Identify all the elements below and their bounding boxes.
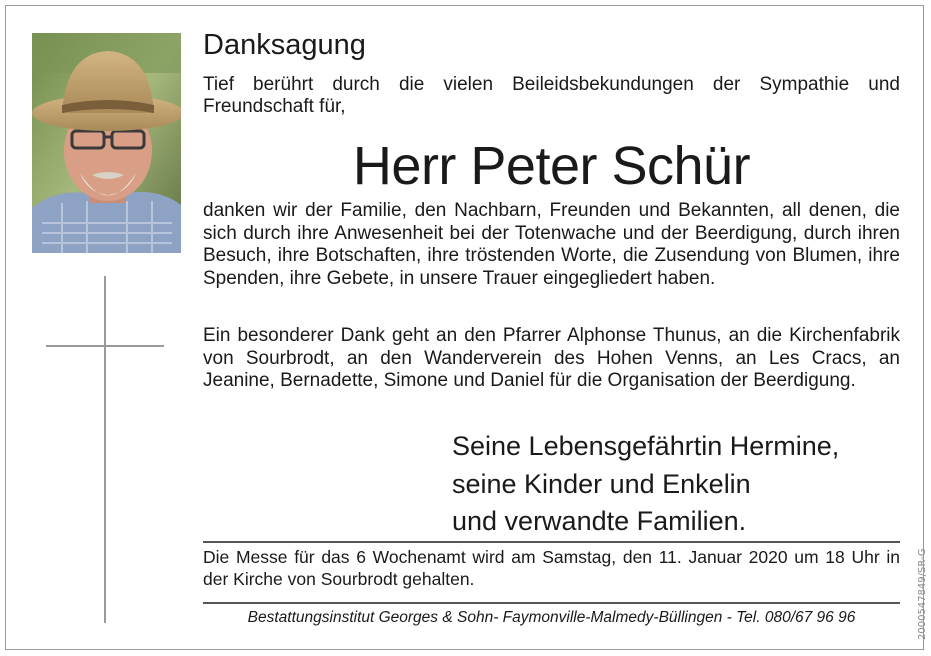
cross-horizontal-bar [46, 345, 164, 347]
mass-announcement: Die Messe für das 6 Wochenamt wird am Samstag, den 11. Januar 2020 um 18 Uhr in der Kirche von Sourbrodt gehalten. [203, 547, 900, 589]
cross-vertical-bar [104, 276, 106, 623]
thanks-paragraph: danken wir der Familie, den Nachbarn, Freunden und Bekannten, all denen, die sich durch ihre Anwesenheit bei der Totenwache und der Beerdigung, durch ihren Besuch, ihre Botschaften, ihre tröstenden Worte, die Zusendung von Blumen, ihre Spenden, ihre Gebete, in unsere Trauer eingegliedert haben. [203, 200, 900, 290]
special-thanks-paragraph: Ein besonderer Dank geht an den Pfarrer Alphonse Thunus, an die Kirchenfabrik von Sourbrodt, an den Wanderverein des Hohen Venns, an Les Cracs, an Jeanine, Bernadette, Simone und Daniel für die Organisation der Beerdigung. [203, 325, 900, 392]
divider-bottom [203, 602, 900, 604]
deceased-name: Herr Peter Schür [352, 136, 751, 196]
family-signature [452, 428, 902, 541]
portrait-photo [32, 33, 181, 253]
funeral-home-footer: Bestattungsinstitut Georges & Sohn- Faymonville-Malmedy-Büllingen - Tel. 080/67 96 96 [247, 609, 856, 626]
signature-line: seine Kinder und Enkelin [452, 468, 751, 499]
signature-line: und verwandte Familien. [452, 506, 747, 536]
heading-danksagung: Danksagung [203, 29, 366, 61]
divider-top [203, 541, 900, 543]
reference-code: 2000547849/SR-G [917, 548, 928, 640]
signature-line: Seine Lebensgefährtin Hermine, [452, 431, 840, 461]
intro-text: Tief berührt durch die vielen Beileidsbekundungen der Sympathie und Freundschaft für, [203, 74, 900, 117]
